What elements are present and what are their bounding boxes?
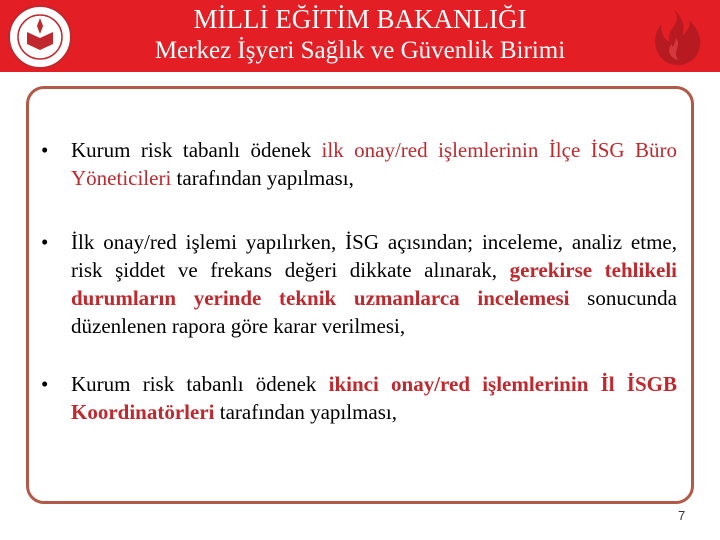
page-number: 7 bbox=[678, 508, 686, 523]
bullet-text-part: sonucunda düzenlenen rapora göre karar verilmesi, bbox=[71, 286, 677, 338]
bullet-item bbox=[41, 228, 677, 340]
page-title: MİLLİ EĞİTİM BAKANLIĞI bbox=[193, 4, 527, 34]
bullet-marker: • bbox=[41, 372, 49, 396]
bullet-text-highlight: ilk onay/red işlemlerinin İlçe İSG Büro Yöneticileri bbox=[71, 138, 678, 190]
bullet-text-part: tarafından yapılması, bbox=[214, 400, 398, 424]
bullet-marker: • bbox=[41, 230, 49, 254]
bullet-text-highlight: ikinci onay/red işlemlerinin İl İSGB Koordinatörleri bbox=[71, 372, 677, 424]
bullet-text-part: Kurum risk tabanlı ödenek bbox=[71, 372, 329, 396]
bullet-marker: • bbox=[41, 138, 49, 162]
bullet-text bbox=[71, 370, 677, 426]
bullet-item bbox=[41, 136, 677, 192]
flame-icon bbox=[644, 8, 706, 68]
bullet-text bbox=[71, 136, 677, 192]
bullet-text bbox=[71, 228, 677, 340]
bullet-text-highlight: gerekirse tehlikeli durumların yerinde teknik uzmanlarca incelemesi bbox=[71, 258, 677, 310]
bullet-text-part: tarafından yapılması, bbox=[171, 166, 354, 190]
bullet-text-part: İlk onay/red işlemi yapılırken, İSG açısından; inceleme, analiz etme, risk şiddet ve frekans değeri dikkate alınarak, bbox=[71, 230, 677, 282]
slide-header bbox=[0, 0, 720, 72]
bullet-item bbox=[41, 370, 677, 426]
page-subtitle: Merkez İşyeri Sağlık ve Güvenlik Birimi bbox=[154, 37, 566, 64]
bullet-text-part: Kurum risk tabanlı ödenek bbox=[71, 138, 322, 162]
